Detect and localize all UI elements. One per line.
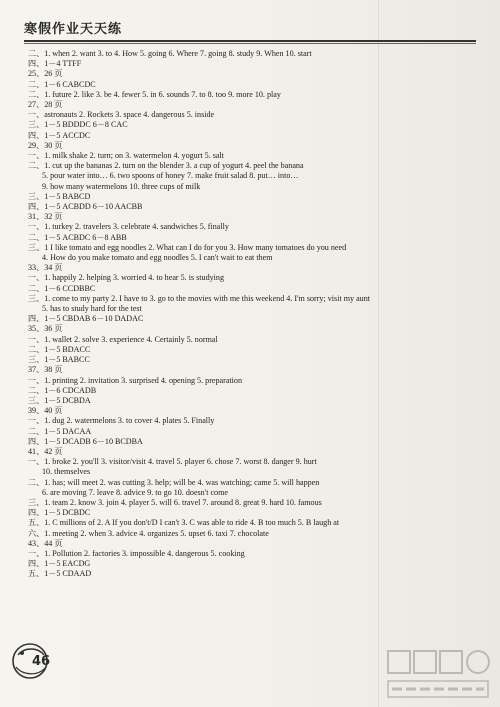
answer-line: 5. pour water into… 6. two spoons of honey 7. make fruit salad 8. put… into… (42, 171, 299, 181)
answer-line: 一、1. happily 2. helping 3. worried 4. to hear 5. is studying (28, 273, 225, 283)
answer-line: 一、1. broke 2. you'll 3. visitor/visit 4. travel 5. player 6. chose 7. worst 8. danger 9. hurt (28, 457, 317, 467)
page-number: 46 (32, 654, 51, 669)
answer-line: 四、1－5 DCADB 6－10 BCDBA (28, 436, 143, 446)
answer-line: 二、1－6 CCDBBC (28, 283, 96, 293)
answer-line: 一、1. turkey 2. travelers 3. celebrate 4. sandwiches 5. finally (28, 222, 229, 232)
answer-line: 五、1－5 CDAAD (28, 569, 92, 579)
answer-line: 三、1－5 BABCC (28, 355, 90, 365)
answer-line: 二、1. has; will meet 2. was cutting 3. help; will be 4. was watching; came 5. will happen (28, 477, 320, 487)
answer-list (28, 49, 480, 580)
answer-line: 27、28 页 (28, 100, 63, 110)
answer-line: 四、1－5 ACCDC (28, 130, 91, 140)
answer-line: 43、44 页 (28, 538, 63, 548)
answer-line: 五、1. C millions of 2. A If you don't/D I can't 3. C was able to ride 4. B too much 5. B laugh at (28, 518, 340, 528)
answer-line: 二、1－6 CDCADB (28, 385, 97, 395)
answer-line: 三、1－5 DCBDA (28, 395, 91, 405)
answer-line: 10. themselves (42, 467, 91, 477)
answer-line: 一、1. milk shake 2. turn; on 3. watermelon 4. yogurt 5. salt (28, 151, 225, 161)
answer-line: 39、40 页 (28, 406, 63, 416)
answer-line: 一、1. wallet 2. solve 3. experience 4. Certainly 5. normal (28, 334, 218, 344)
answer-line: 二、1－5 DACAA (28, 426, 92, 436)
page-title: 寒假作业天天练 (24, 22, 123, 37)
answer-line: 四、1－5 ACBDD 6－10 AACBB (28, 202, 143, 212)
answer-line: 41、42 页 (28, 446, 63, 456)
answer-line: 5. has to study hard for the test (42, 304, 142, 314)
answer-line: 三、1. come to my party 2. I have to 3. go to the movies with me this weekend 4. I'm sorry; visit my aunt (28, 293, 371, 303)
answer-line: 25、26 页 (28, 69, 63, 79)
answer-line: 4. How do you make tomato and egg noodles 5. I can't wait to eat them (42, 253, 273, 263)
answer-line: 一、1. printing 2. invitation 3. surprised 4. opening 5. preparation (28, 375, 243, 385)
answer-site-watermark-icon (384, 645, 494, 703)
answer-line: 二、1. when 2. want 3. to 4. How 5. going 6. Where 7. going 8. study 9. When 10. start (28, 49, 312, 58)
answer-line: 二、1－5 ACBDC 6－8 ABB (28, 232, 127, 242)
answer-line: 35、36 页 (28, 324, 63, 334)
answer-line: 二、1－6 CABCDC (28, 79, 96, 89)
answer-line: 一、1. dug 2. watermelons 3. to cover 4. plates 5. Finally (28, 416, 215, 426)
answer-line: 二、1. future 2. like 3. be 4. fewer 5. in 6. sounds 7. to 8. too 9. more 10. play (28, 89, 281, 99)
header-divider (24, 40, 476, 44)
answer-line: 三、1. team 2. know 3. join 4. player 5. will 6. travel 7. around 8. great 9. hard 10. famous (28, 497, 322, 507)
answer-line: 二、1. cut up the bananas 2. turn on the blender 3. a cup of yogurt 4. peel the banana (28, 161, 304, 171)
answer-line: 二、1－5 BDACC (28, 344, 91, 354)
answer-line: 三、1 I like tomato and egg noodles 2. What can I do for you 3. How many tomatoes do you need (28, 242, 347, 252)
answer-line: 9. how many watermelons 10. three cups of milk (42, 181, 201, 191)
answer-line: 31、32 页 (28, 212, 63, 222)
answer-line: 四、1－5 DCBDC (28, 508, 91, 518)
answer-line: 一、1. Pollution 2. factories 3. impossible 4. dangerous 5. cooking (28, 548, 245, 558)
answer-line: 四、1－4 TTFF (28, 59, 82, 69)
answer-line: 一、astronauts 2. Rockets 3. space 4. dangerous 5. inside (28, 110, 215, 120)
answer-line: 37、38 页 (28, 365, 63, 375)
answer-line: 四、1－5 CBDAB 6－10 DADAC (28, 314, 144, 324)
answer-line: 三、1－5 BDDDC 6－8 CAC (28, 120, 128, 130)
answer-line: 33、34 页 (28, 263, 63, 273)
answer-line: 六、1. meeting 2. when 3. advice 4. organizes 5. upset 6. taxi 7. chocolate (28, 528, 269, 538)
answer-line: 6. are moving 7. leave 8. advice 9. to go 10. doesn't come (42, 487, 228, 497)
answer-line: 四、1－5 EACDG (28, 559, 91, 569)
answer-line: 三、1－5 BABCD (28, 191, 91, 201)
answer-line: 29、30 页 (28, 140, 63, 150)
